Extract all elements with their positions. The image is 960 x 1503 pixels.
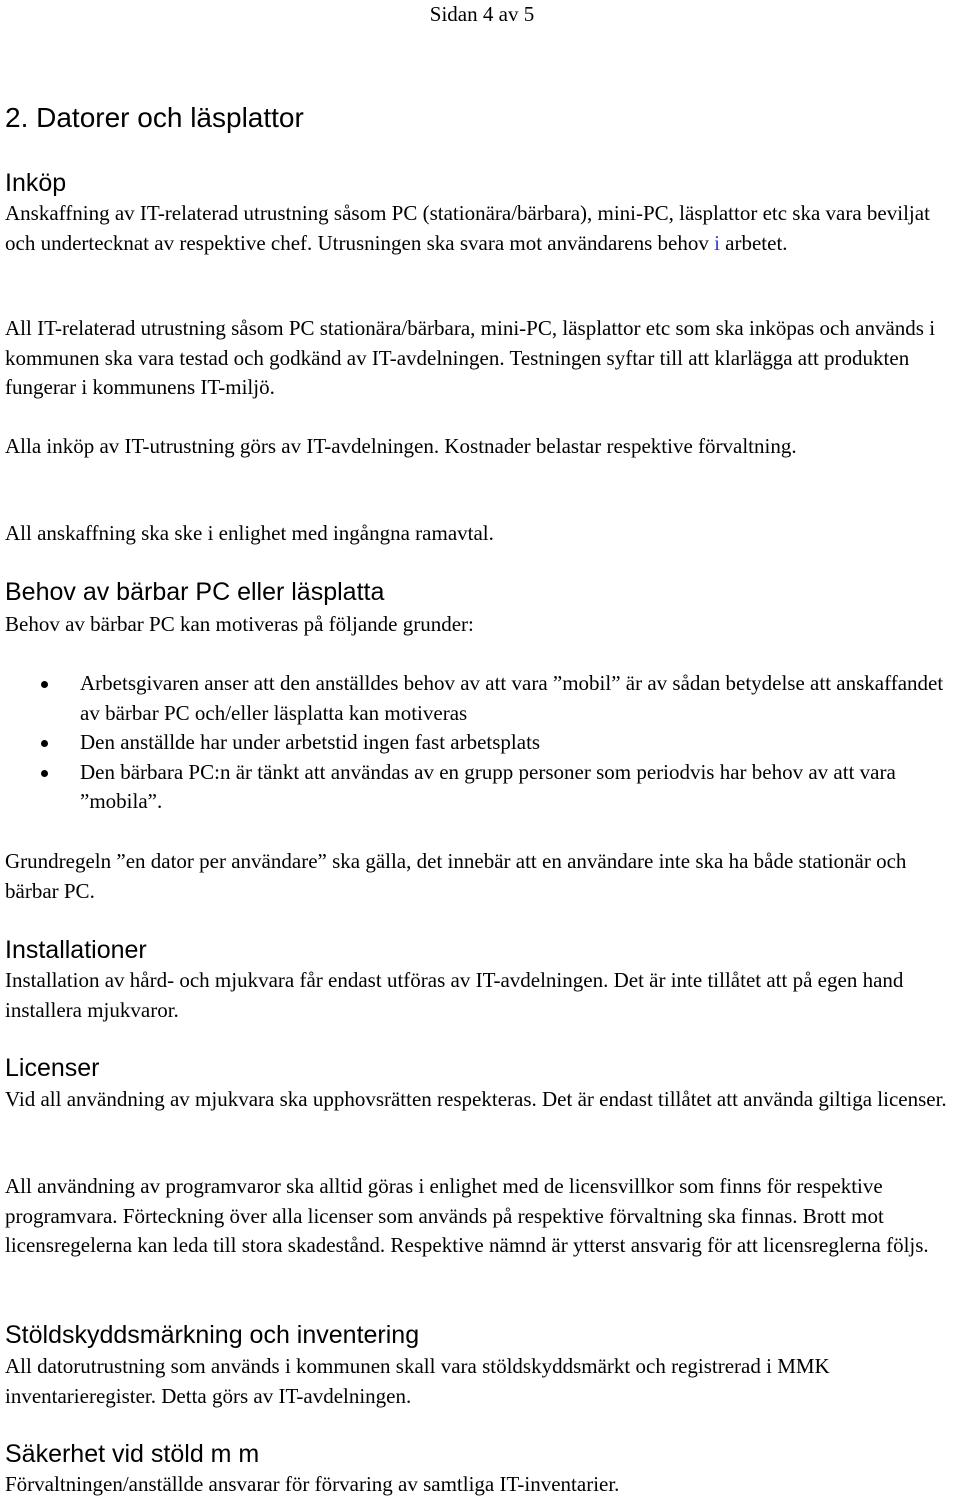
paragraph-installationer: Installation av hård- och mjukvara får endast utföras av IT-avdelningen. Det är inte tillåtet att på egen hand installera mjukvaror. [5, 968, 904, 1022]
paragraph-licenser-2: All användning av programvaror ska alltid göras i enlighet med de licensvillkor som finns för respektive programvara. Förteckning över alla licenser som används på respektive förvaltning ska finnas. Brott mot licensregelerna kan leda till stora skadestånd. Respektive nämnd är ytterst ansvarig för att licensreglerna följs. [5, 1174, 929, 1258]
paragraph-sakerhet: Förvaltningen/anställde ansvarar för förvaring av samtliga IT-inventarier. [5, 1472, 620, 1496]
list-item-text: Arbetsgivaren anser att den anställdes behov av att vara ”mobil” är av sådan betydelse att anskaffandet av bärbar PC och/eller läsplatta kan motiveras [80, 671, 944, 725]
list-item [0, 728, 955, 758]
list-item-text: Den bärbara PC:n är tänkt att användas av en grupp personer som periodvis har behov av att vara ”mobila”. [80, 759, 896, 814]
bullet-list [0, 669, 960, 817]
heading-stoldskydd: Stöldskyddsmärkning och inventering [5, 1321, 420, 1349]
bullet-icon [41, 770, 48, 777]
heading-installationer: Installationer [5, 936, 147, 964]
bullet-icon [41, 740, 48, 747]
paragraph-inkop-1 [5, 199, 960, 258]
page-title: 2. Datorer och läsplattor [5, 102, 304, 133]
bullet-icon [41, 681, 48, 688]
list-item [0, 669, 955, 728]
paragraph-inkop-4: All anskaffning ska ske i enlighet med ingångna ramavtal. [5, 521, 494, 545]
paragraph-inkop-2: All IT-relaterad utrustning såsom PC stationära/bärbara, mini-PC, läsplattor etc som ska inköpas och används i kommunen ska vara testad och godkänd av IT-avdelningen. Testningen syftar till att klarlägga att produkten fungerar i kommunens IT-miljö. [5, 316, 936, 400]
text-run-highlight: i [714, 230, 720, 255]
text-run: arbetet. [719, 230, 788, 255]
heading-inkop: Inköp [5, 169, 67, 197]
heading-behov: Behov av bärbar PC eller läsplatta [5, 578, 385, 606]
heading-licenser: Licenser [5, 1054, 100, 1082]
page-number: Sidan 4 av 5 [429, 2, 535, 26]
heading-sakerhet: Säkerhet vid stöld m m [5, 1440, 260, 1468]
paragraph-inkop-3: Alla inköp av IT-utrustning görs av IT-avdelningen. Kostnader belastar respektive förvaltning. [5, 434, 797, 458]
paragraph-licenser-1: Vid all användning av mjukvara ska upphovsrätten respekteras. Det är endast tillåtet att använda giltiga licenser. [5, 1087, 947, 1111]
paragraph-behov-rule: Grundregeln ”en dator per användare” ska gälla, det innebär att en användare inte ska ha både stationär och bärbar PC. [5, 849, 907, 903]
paragraph-stoldskydd: All datorutrustning som används i kommunen skall vara stöldskyddsmärkt och registrerad i MMK inventarieregister. Detta görs av IT-avdelningen. [5, 1354, 830, 1408]
paragraph-behov-intro: Behov av bärbar PC kan motiveras på följande grunder: [5, 612, 474, 636]
list-item [0, 758, 955, 817]
list-item-text: Den anställde har under arbetstid ingen fast arbetsplats [80, 730, 541, 755]
text-run: Anskaffning av IT-relaterad utrustning såsom PC (stationära/bärbara), mini-PC, läsplattor etc ska vara beviljat och undertecknat av respektive chef. Utrusningen ska svara mot användarens behov [5, 201, 930, 255]
